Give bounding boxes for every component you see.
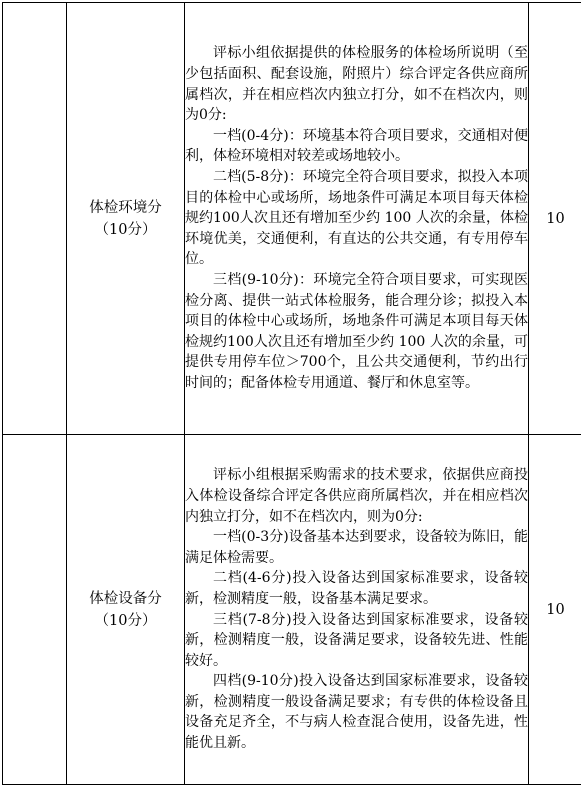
category-cell xyxy=(67,435,185,785)
criteria-tier-1: 一档(0-4分)：环境基本符合项目要求，交通相对便利，体检环境相对较差或场地较小。 xyxy=(185,127,528,165)
table-row xyxy=(3,435,581,785)
blank-cell xyxy=(3,435,67,785)
criteria-tier-3: 三档(9-10分)：环境完全符合项目要求，可实现医检分离、提供一站式体检服务，能合理分诊；拟投入本项目的体检中心或场所，场地条件可满足本项目每天体检规约100人次且还有增加至少约 100 人次的余量，可提供专用停车位＞700个，且公共交通便利，节约出行时间的；配备体检专用通道、餐厅和休息室等。 xyxy=(185,271,528,391)
criteria-cell xyxy=(185,435,529,785)
table-row xyxy=(3,3,581,435)
category-name: 体检设备分 xyxy=(89,590,162,607)
criteria-tier-4: 四档(9-10分)投入设备达到国家标准要求，设备较新，检测精度一般设备满足要求；有专供的体检设备且设备充足齐全，不与病人检查混合使用，设备先进，性能优且新。 xyxy=(185,673,528,752)
criteria-intro: 评标小组根据采购需求的技术要求，依据供应商投入体检设备综合评定各供应商所属档次，并在相应档次内独立打分，如不在档次内，则为0分: xyxy=(185,467,528,525)
criteria-tier-2: 二档(4-6分)投入设备达到国家标准要求，设备较新，检测精度一般，设备基本满足要求。 xyxy=(185,570,528,607)
category-points: （10分） xyxy=(94,612,157,629)
criteria-cell xyxy=(185,3,529,435)
criteria-tier-1: 一档(0-3分)设备基本达到要求，设备较为陈旧，能满足体检需要。 xyxy=(185,529,528,566)
category-points: （10分） xyxy=(94,221,157,238)
criteria-intro: 评标小组依据提供的体检服务的体检场所说明（至少包括面积、配套设施，附照片）综合评定各供应商所属档次，并在相应档次内独立打分，如不在档次内，则为0分: xyxy=(185,45,528,124)
criteria-tier-2: 二档(5-8分)：环境完全符合项目要求，拟投入本项目的体检中心或场所，场地条件可满足本项目每天体检规约100人次且还有增加至少约 100 人次的余量，体检环境优美，交通便利，有直达的公共交通，有专用停车位。 xyxy=(185,169,528,268)
blank-cell xyxy=(3,3,67,435)
score-cell: 10 xyxy=(529,435,581,785)
score-cell: 10 xyxy=(529,3,581,435)
scoring-table xyxy=(2,2,581,785)
category-name: 体检环境分 xyxy=(89,199,162,216)
category-cell xyxy=(67,3,185,435)
criteria-tier-3: 三档(7-8分)投入设备达到国家标准要求，设备较新，检测精度一般，设备满足要求，设备较先进、性能较好。 xyxy=(185,611,528,669)
